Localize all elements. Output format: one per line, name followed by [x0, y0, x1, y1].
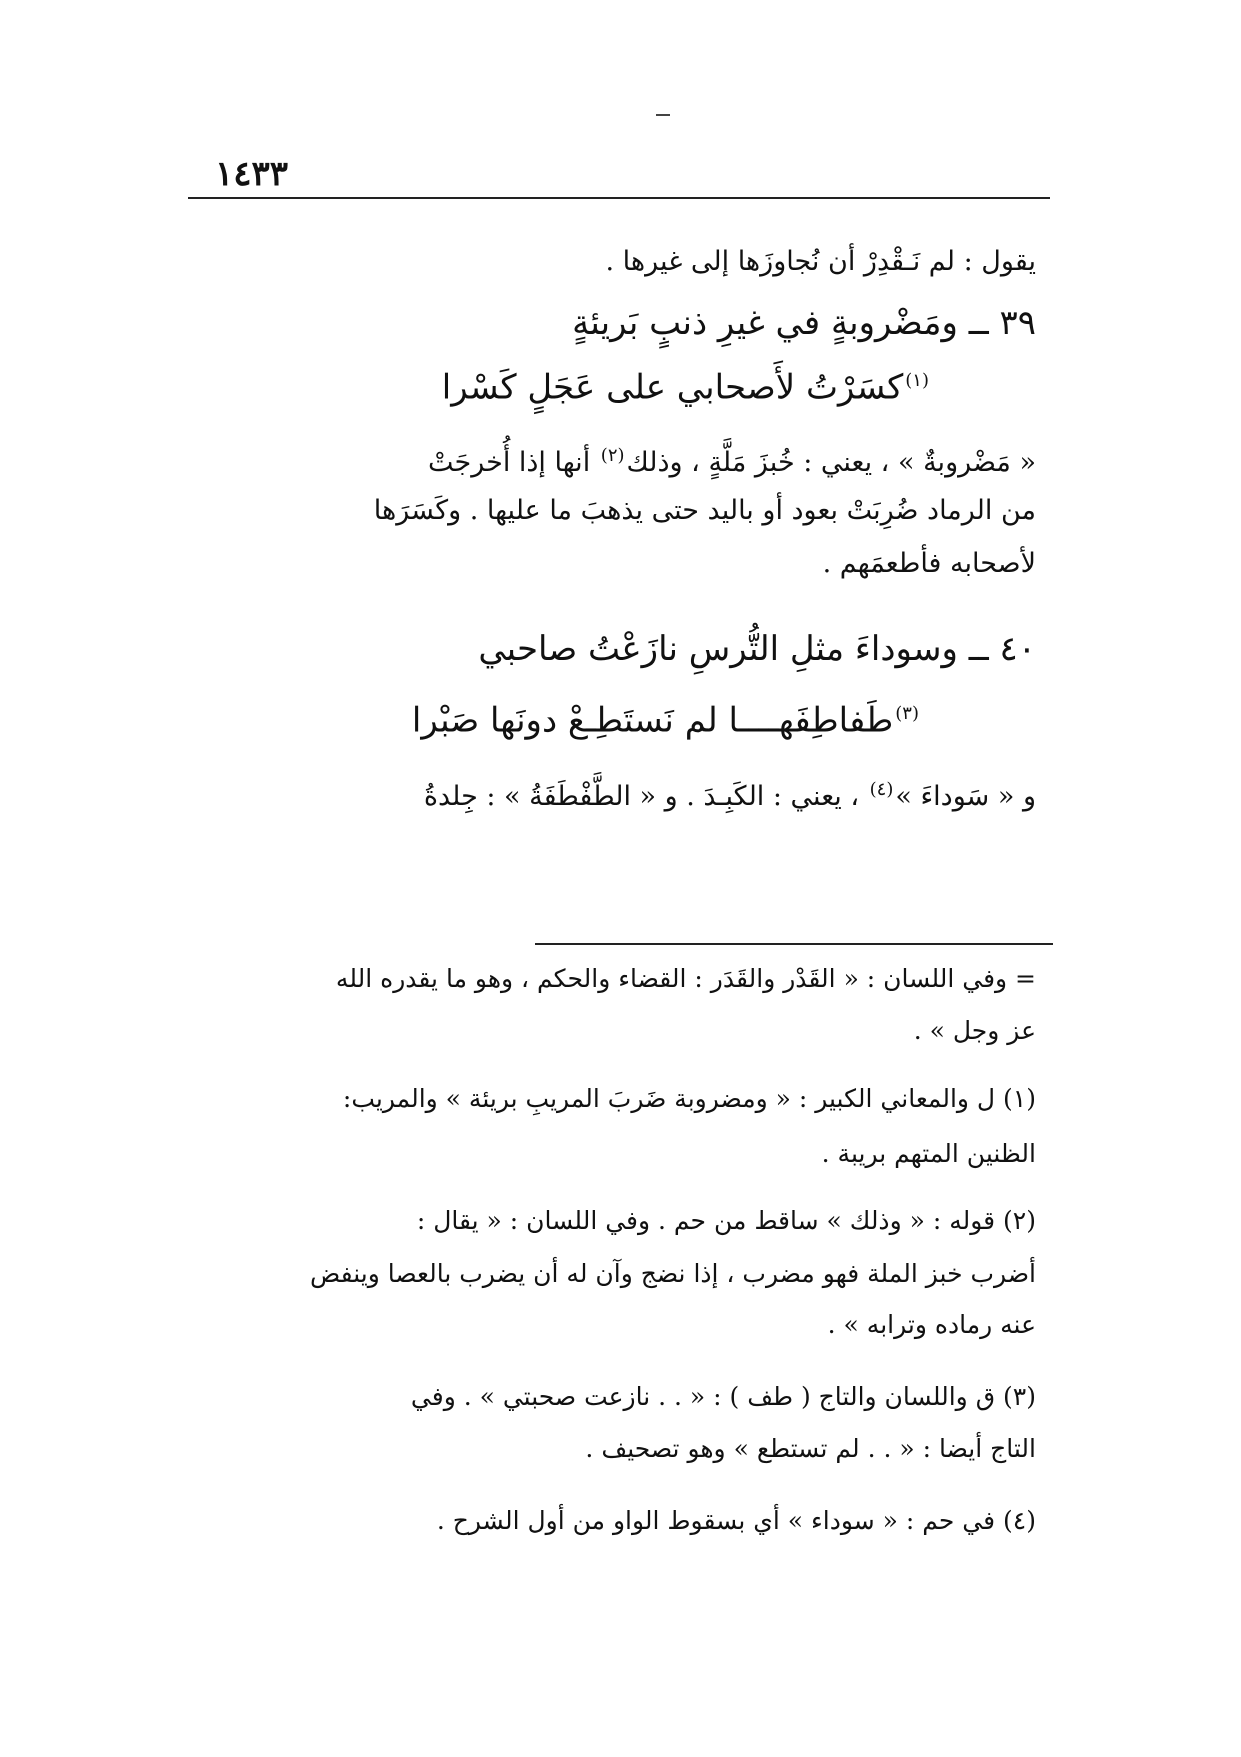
commentary-39-line-1 — [428, 436, 1036, 483]
footnote-3-line-1: (٣) ق واللسان والتاج ( طف ) : « . . نازعت صحبتي » . وفي — [410, 1382, 1036, 1411]
header-rule — [188, 197, 1050, 199]
commentary-39-line-3: لأصحابه فأطعمَهم . — [822, 548, 1036, 579]
footnote-separator-rule — [535, 943, 1053, 945]
commentary-40-part-a: و « سَوداءَ » — [895, 781, 1036, 812]
top-dash-mark — [656, 114, 670, 116]
verse-39-second-hemistich-text: كسَرْتُ لأَصحابي على عَجَلٍ كَسْرا — [441, 367, 904, 408]
footnote-2-line-2: أضرب خبز الملة فهو مضرب ، إذا نضج وآن له أن يضرب بالعصا وينفض — [309, 1259, 1036, 1288]
footnote-marker-3: (٣) — [895, 703, 919, 724]
verse-40-second-hemistich — [412, 690, 921, 744]
verse-39-first-hemistich: ٣٩ ــ ومَضْروبةٍ في غيرِ ذنبٍ بَريئةٍ — [572, 303, 1036, 343]
footnote-2-line-1: (٢) قوله : « وذلك » ساقط من حم . وفي اللسان : « يقال : — [416, 1206, 1036, 1235]
footnote-4-line-1: (٤) في حم : « سوداء » أي بسقوط الواو من أول الشرح . — [436, 1506, 1036, 1535]
commentary-40-line-1 — [424, 770, 1036, 817]
footnote-marker-4: (٤) — [869, 779, 894, 800]
footnote-1-line-1: (١) ل والمعاني الكبير : « ومضروبة ضَربَ المريبِ بريئة » والمريب: — [342, 1084, 1036, 1113]
page-number: ١٤٣٣ — [215, 154, 289, 194]
footnote-marker-1: (١) — [905, 370, 929, 391]
verse-40-second-hemistich-text: طَفاطِفَهــــا لم نَستَطِـعْ دونَها صَبْرا — [411, 700, 894, 741]
footnote-1-line-2: الظنين المتهم بريبة . — [821, 1139, 1036, 1168]
verse-40-first-hemistich: ٤٠ ــ وسوداءَ مثلِ التُّرسِ نازَعْتُ صاحبي — [478, 629, 1036, 669]
footnote-continuation-line-2: عز وجل » . — [913, 1016, 1036, 1045]
footnote-3-line-2: التاج أيضا : « . . لم تستطع » وهو تصحيف . — [585, 1434, 1036, 1463]
footnote-2-line-3: عنه رماده وترابه » . — [827, 1310, 1036, 1339]
commentary-39-line-1-part-b: أنها إذا أُخرجَتْ — [428, 447, 591, 478]
body-line-intro: يقول : لم نَـقْدِرْ أن نُجاوزَها إلى غيرها . — [605, 246, 1036, 277]
commentary-39-line-1-part-a: « مَضْروبةٌ » ، يعني : خُبزَ مَلَّةٍ ، وذلك — [626, 447, 1036, 478]
verse-39-second-hemistich — [442, 357, 931, 411]
commentary-40-part-b: ، يعني : الكَبِـدَ . و « الطَّفْطَفَةُ » : جِلدةُ — [423, 781, 860, 812]
footnote-continuation-line-1: = وفي اللسان : « القَدْر والقَدَر : القضاء والحكم ، وهو ما يقدره الله — [335, 964, 1036, 993]
commentary-39-line-2: من الرماد ضُرِبَتْ بعود أو باليد حتى يذهبَ ما عليها . وكَسَرَها — [373, 495, 1036, 526]
footnote-marker-2: (٢) — [600, 445, 625, 466]
